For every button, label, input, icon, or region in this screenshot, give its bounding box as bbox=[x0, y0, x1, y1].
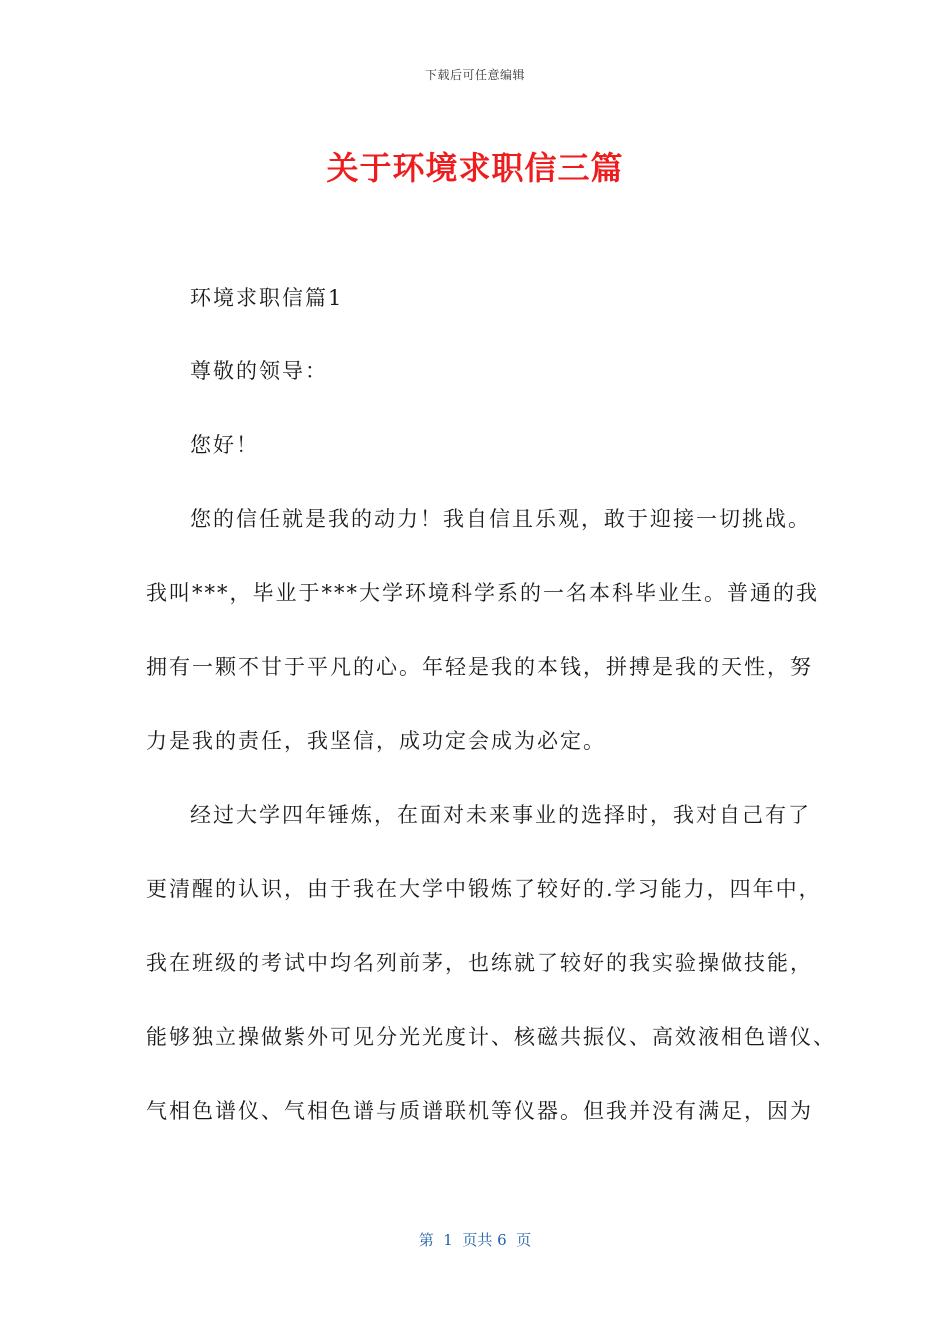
paragraph-line: 我叫***，毕业于***大学环境科学系的一名本科毕业生。普通的我 bbox=[146, 581, 819, 605]
section-heading: 环境求职信篇1 bbox=[190, 286, 344, 310]
document-title: 关于环境求职信三篇 bbox=[326, 149, 624, 187]
paragraph-line: 我在班级的考试中均名列前茅，也练就了较好的我实验操做技能， bbox=[146, 951, 813, 975]
paragraph-line: 您的信任就是我的动力！我自信且乐观，敢于迎接一切挑战。 bbox=[190, 507, 811, 531]
paragraph-line: 气相色谱仪、气相色谱与质谱联机等仪器。但我并没有满足，因为 bbox=[146, 1099, 813, 1123]
paragraph-line: 更清醒的认识，由于我在大学中锻炼了较好的.学习能力，四年中， bbox=[146, 877, 822, 901]
salutation: 尊敬的领导： bbox=[190, 359, 328, 383]
page-number-footer: 第 1 页共 6 页 bbox=[418, 1231, 532, 1249]
paragraph-line: 拥有一颗不甘于平凡的心。年轻是我的本钱，拼搏是我的天性，努 bbox=[146, 655, 813, 679]
paragraph-line: 经过大学四年锤炼，在面对未来事业的选择时，我对自己有了 bbox=[190, 803, 811, 827]
paragraph-line: 能够独立操做紫外可见分光光度计、核磁共振仪、高效液相色谱仪、 bbox=[146, 1025, 836, 1049]
greeting: 您好！ bbox=[190, 433, 259, 457]
paragraph-line: 力是我的责任，我坚信，成功定会成为必定。 bbox=[146, 729, 606, 753]
header-note: 下载后可任意编辑 bbox=[424, 68, 525, 82]
